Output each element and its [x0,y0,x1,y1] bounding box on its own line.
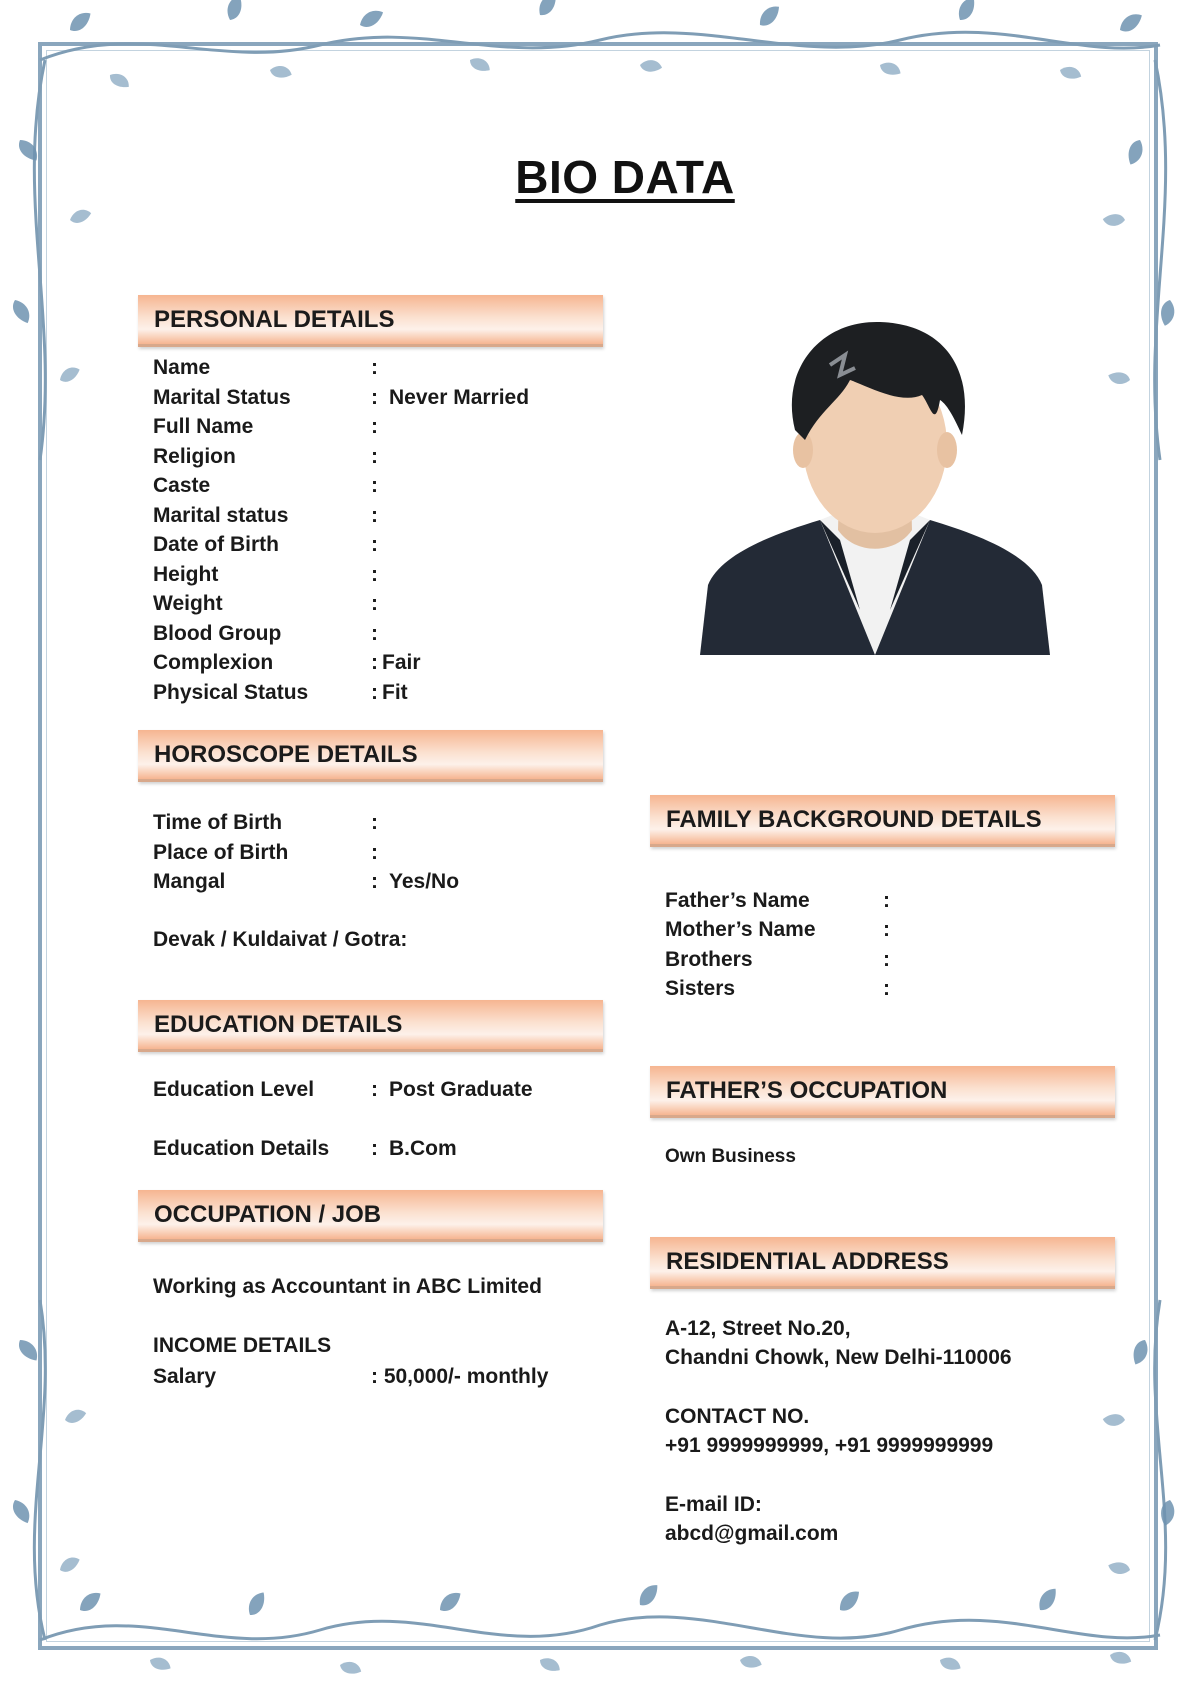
row-label: Sisters [665,977,736,1000]
row-label: Marital status [153,504,289,527]
fathers-occupation-value: Own Business [665,1146,796,1167]
residential-address-header: RESIDENTIAL ADDRESS [650,1237,1115,1289]
row-label: Mangal [153,870,226,893]
row-label: Full Name [153,415,254,438]
address-line-1: A-12, Street No.20, [665,1317,851,1340]
row-value: B.Com [389,1137,457,1160]
row-label: Blood Group [153,622,282,645]
profile-photo-avatar-icon [700,310,1050,655]
row-label: Height [153,563,219,586]
row-label: Marital Status [153,386,291,409]
email-title: E-mail ID: [665,1493,762,1516]
row-label: Time of Birth [153,811,283,834]
fathers-occupation-header: FATHER’S OCCUPATION [650,1066,1115,1118]
row-label: Place of Birth [153,841,289,864]
education-details-header: EDUCATION DETAILS [138,1000,603,1052]
salary-label: Salary [153,1365,217,1388]
personal-details-header: PERSONAL DETAILS [138,295,603,347]
row-value: Never Married [389,386,530,409]
contact-title: CONTACT NO. [665,1405,810,1428]
family-background-header: FAMILY BACKGROUND DETAILS [650,795,1115,847]
email-value: abcd@gmail.com [665,1522,839,1545]
horoscope-details-header: HOROSCOPE DETAILS [138,730,603,782]
row-label: Name [153,356,211,379]
job-description: Working as Accountant in ABC Limited [153,1275,542,1298]
gotra-line: Devak / Kuldaivat / Gotra: [153,928,408,951]
row-value: Fair [382,651,421,674]
row-label: Mother’s Name [665,918,816,941]
row-label: Complexion [153,651,274,674]
row-label: Brothers [665,948,753,971]
row-label: Weight [153,592,223,615]
page-title: BIO DATA [515,151,735,203]
row-label: Religion [153,445,236,468]
row-label: Caste [153,474,211,497]
row-label: Physical Status [153,681,309,704]
row-label: Father’s Name [665,889,810,912]
address-line-2: Chandni Chowk, New Delhi-110006 [665,1346,1012,1369]
row-value: Yes/No [389,870,460,893]
row-value: Post Graduate [389,1078,533,1101]
row-label: Education Details [153,1137,330,1160]
row-label: Education Level [153,1078,315,1101]
row-value: Fit [382,681,408,704]
occupation-header: OCCUPATION / JOB [138,1190,603,1242]
contact-value: +91 9999999999, +91 9999999999 [665,1434,994,1457]
row-label: Date of Birth [153,533,279,556]
salary-value: : 50,000/- monthly [371,1365,549,1388]
income-title: INCOME DETAILS [153,1334,332,1357]
